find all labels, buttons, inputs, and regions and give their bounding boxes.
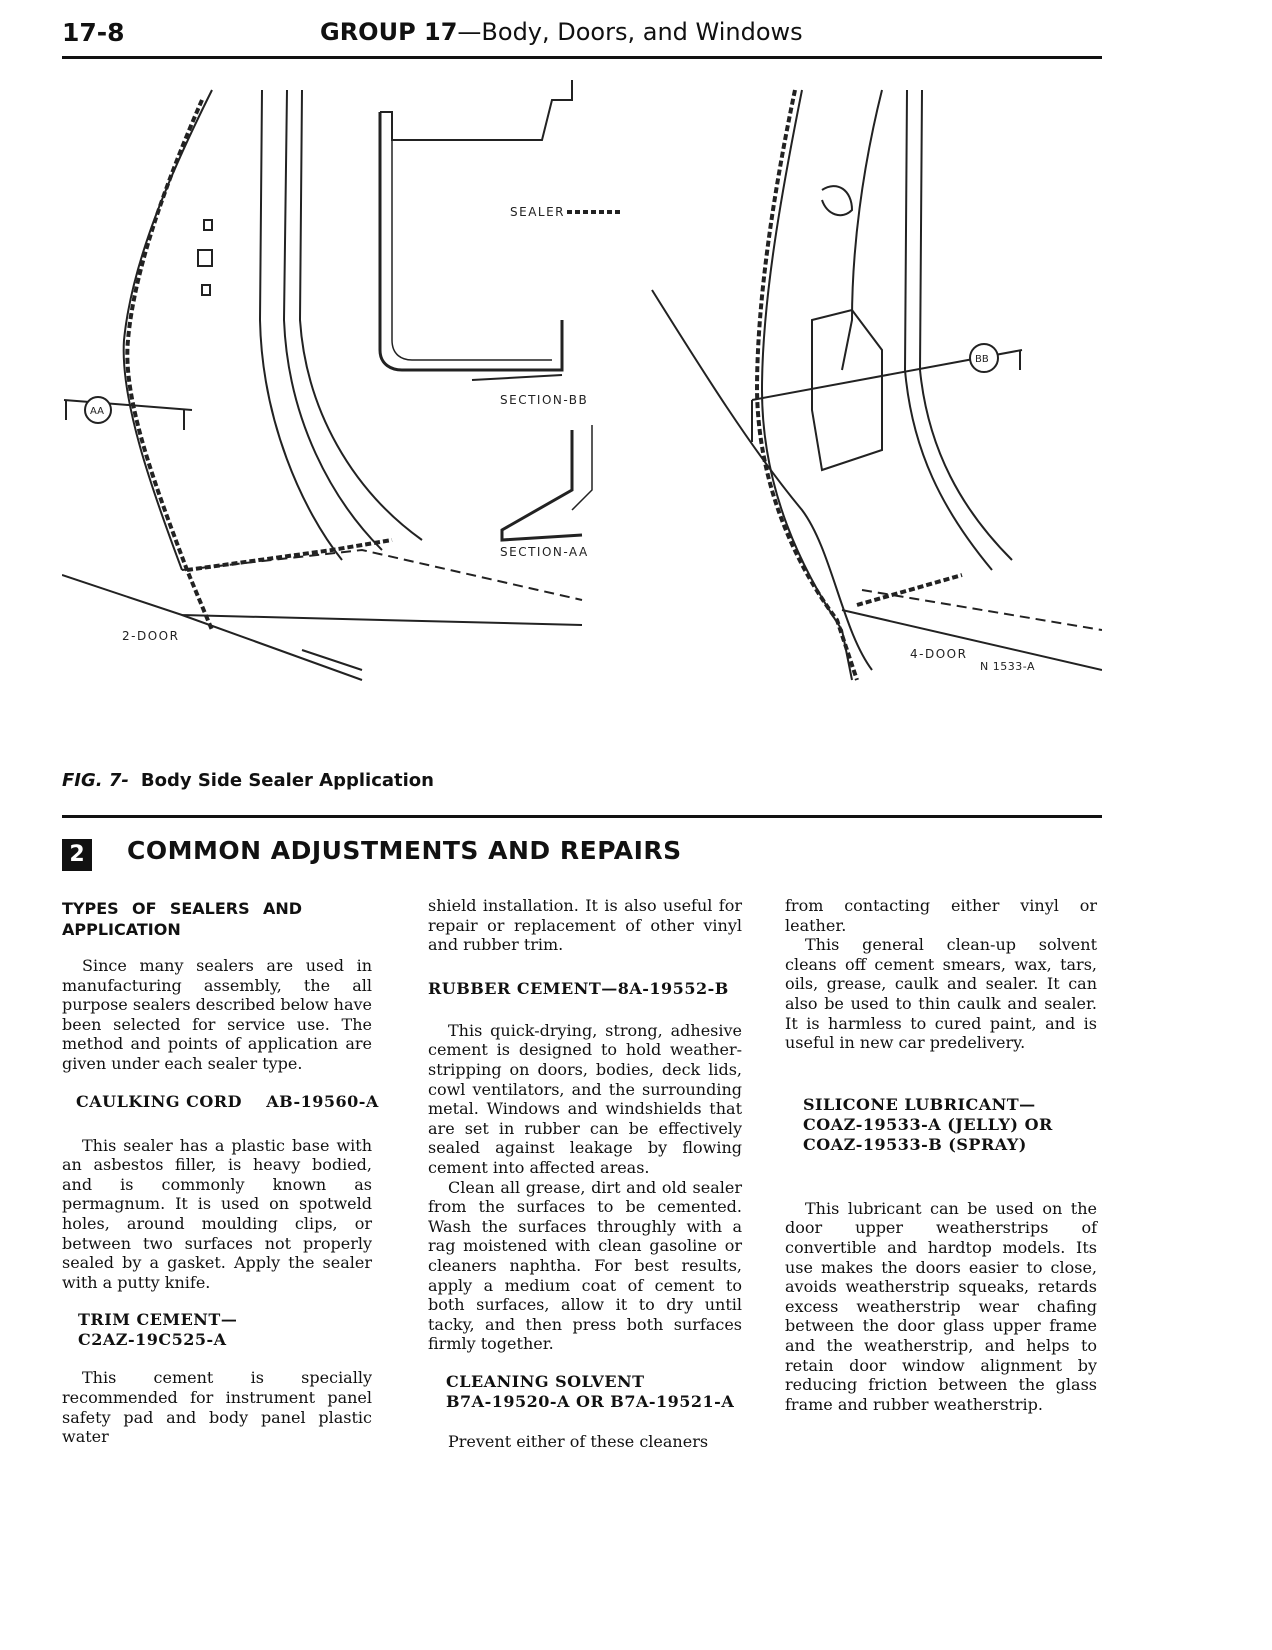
- paragraph: Clean all grease, dirt and old sealer from the surfaces to be cemented. Wash the surfaces throughly with a rag moistened with clean gasoline or cleaners naphtha. For best results, apply a medium coat of cement to both surfaces, allow it to dry until tacky, and then press both surfaces firmly together.: [428, 1177, 742, 1354]
- heading-rubber-cement: RUBBER CEMENT—8A-19552-B: [428, 978, 729, 998]
- heading-cleaning-solvent-part: B7A-19520-A OR B7A-19521-A: [446, 1391, 735, 1411]
- heading-trim-cement: TRIM CEMENT—: [78, 1310, 238, 1330]
- paragraph: This general clean-up solvent cleans off cement smears, wax, tars, oils, grease, caulk and sealer. It can also be used to thin caulk and sealer. It is harmless to cured paint, and is useful in new car predelivery.: [785, 935, 1097, 1053]
- column-2: [428, 896, 742, 1451]
- label-part-number: N 1533-A: [980, 660, 1035, 673]
- figure-body-side-sealer: [62, 70, 1102, 730]
- heading-types-of-sealers: TYPES OF SEALERS AND APPLICATION: [62, 899, 302, 939]
- figure-caption-text: Body Side Sealer Application: [140, 770, 434, 791]
- group-title: [320, 18, 803, 46]
- paragraph: shield installation. It is also useful for repair or replacement of other vinyl and rubber trim.: [428, 896, 742, 955]
- page-number: 17-8: [62, 18, 125, 47]
- heading-silicone-lubricant: SILICONE LUBRICANT—: [803, 1094, 1036, 1114]
- paragraph: Since many sealers are used in manufacturing assembly, the all purpose sealers described below have been selected for service use. The method and points of application are given under each sealer type.: [62, 956, 372, 1073]
- label-aa: AA: [90, 406, 104, 417]
- sealer-diagram: [62, 70, 1102, 730]
- heading-silicone-spray: COAZ-19533-B (SPRAY): [803, 1134, 1027, 1154]
- section-divider: [62, 815, 1102, 818]
- paragraph: Prevent either of these cleaners: [448, 1431, 709, 1451]
- group-label: GROUP 17: [320, 18, 458, 46]
- figure-caption: [62, 770, 434, 791]
- paragraph: This quick-drying, strong, adhesive cement is designed to hold weather-stripping on doors, bodies, deck lids, cowl ventilators, and the surrounding metal. Windows and windshields that are set in rubber can be effectively sealed against leakage by flowing cement into affected areas.: [428, 1020, 742, 1177]
- section-number: 2: [62, 839, 92, 871]
- heading-caulking-cord: CAULKING CORD AB-19560-A: [76, 1091, 379, 1111]
- paragraph: This cement is specially recommended for instrument panel safety pad and body panel plastic water: [62, 1368, 372, 1447]
- label-2-door: 2-DOOR: [122, 629, 180, 643]
- label-sealer: SEALER: [510, 205, 566, 219]
- group-subtitle: —Body, Doors, and Windows: [457, 18, 803, 46]
- heading-silicone-jelly: COAZ-19533-A (JELLY) OR: [803, 1114, 1053, 1134]
- label-section-bb: SECTION-BB: [500, 393, 589, 407]
- section-title: COMMON ADJUSTMENTS AND REPAIRS: [127, 836, 682, 865]
- label-section-aa: SECTION-AA: [500, 545, 589, 559]
- label-4-door: 4-DOOR: [910, 647, 968, 661]
- heading-trim-cement-part: C2AZ-19C525-A: [78, 1330, 227, 1350]
- label-bb: BB: [975, 354, 989, 365]
- heading-cleaning-solvent: CLEANING SOLVENT: [446, 1371, 645, 1391]
- page-header: [62, 16, 1102, 59]
- column-3: [785, 896, 1097, 1414]
- column-1: [62, 896, 379, 1447]
- figure-number: FIG. 7-: [62, 770, 129, 791]
- paragraph: from contacting either vinyl or leather.: [785, 896, 1097, 935]
- paragraph: This lubricant can be used on the door upper weatherstrips of convertible and hardtop models. Its use makes the doors easier to close, avoids weatherstrip squeaks, retards excess weatherstrip wear chafing between the door glass upper frame and the weatherstrip, and helps to retain door window alignment by reducing friction between the glass frame and rubber weatherstrip.: [785, 1198, 1097, 1414]
- paragraph: This sealer has a plastic base with an asbestos filler, is heavy bodied, and is commonly known as permagnum. It is used on spotweld holes, around moulding clips, or between two surfaces not properly sealed by a gasket. Apply the sealer with a putty knife.: [62, 1135, 372, 1292]
